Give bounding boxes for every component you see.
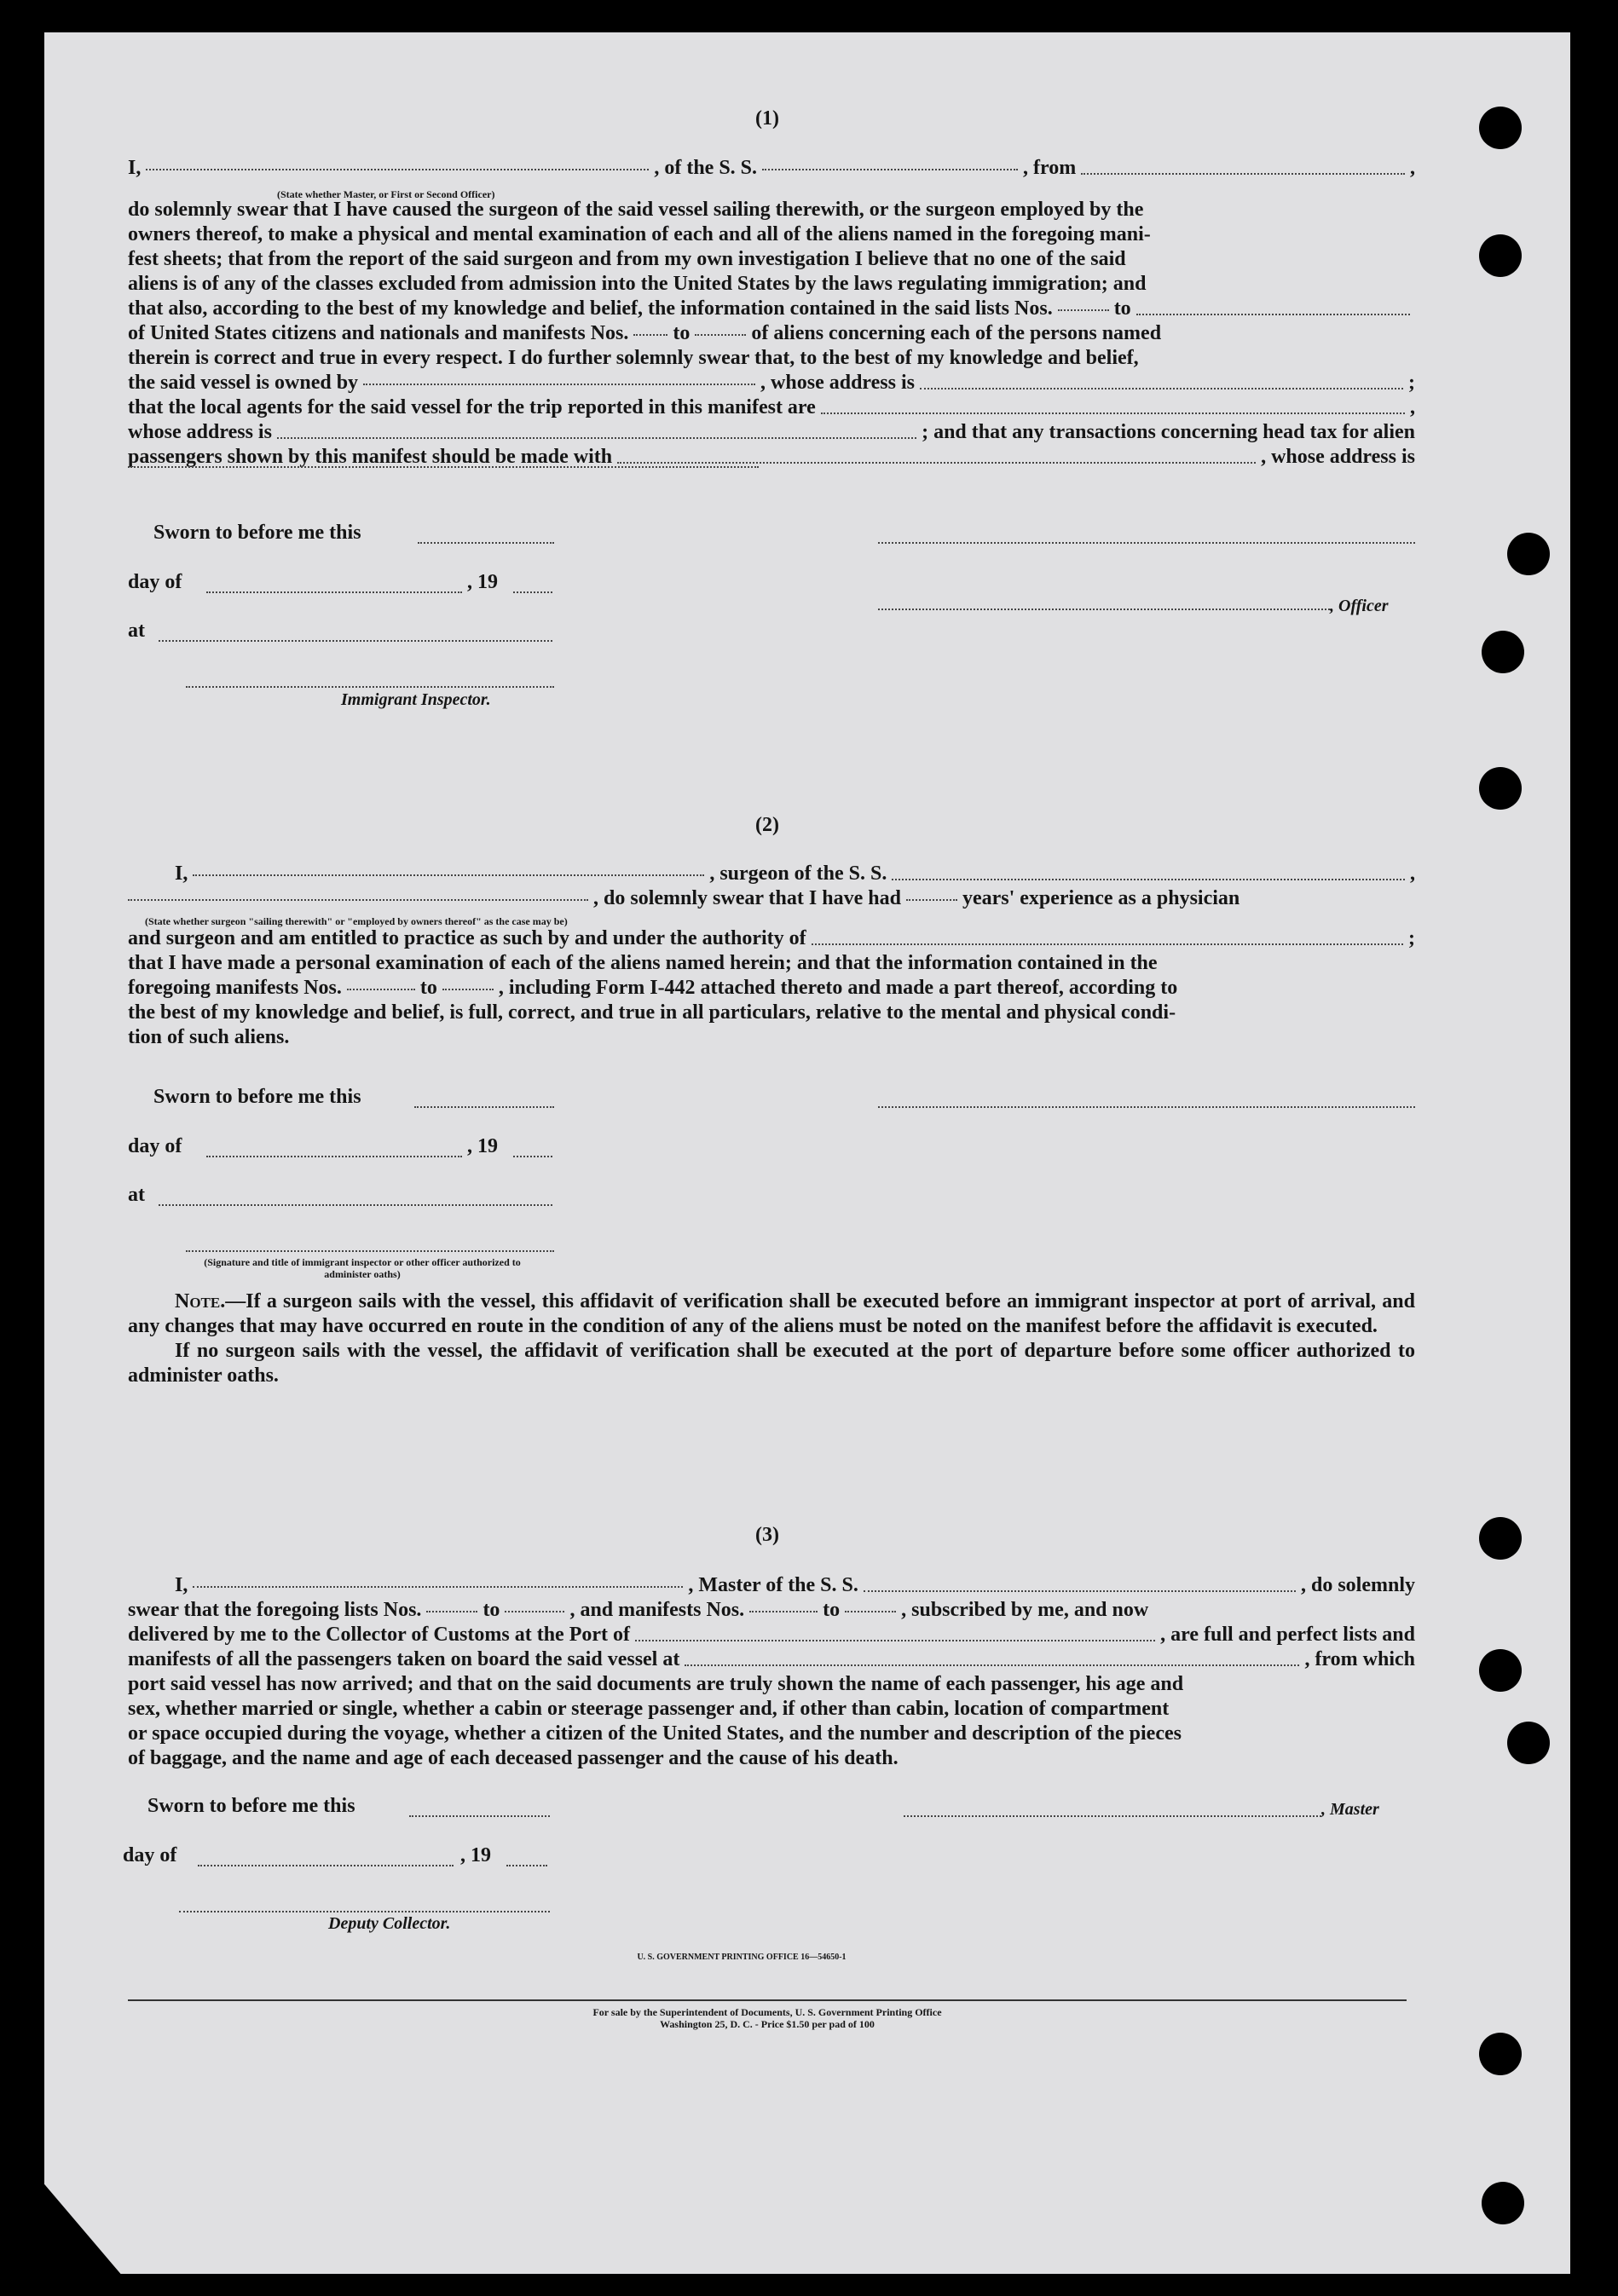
- punch-hole: [1479, 234, 1522, 277]
- punch-hole: [1482, 2182, 1524, 2224]
- s3-master-signature-field[interactable]: [904, 1815, 1321, 1817]
- lists-from-field[interactable]: [1058, 309, 1109, 311]
- section-3-line-3: delivered by me to the Collector of Customs at the Port of , are full and perfect lists and: [128, 1624, 1415, 1646]
- sale-line-1: For sale by the Superintendent of Documents, U. S. Government Printing Office: [592, 2006, 942, 2018]
- s1-sworn-label: Sworn to before me this: [153, 522, 361, 544]
- section-3-text-line: of baggage, and the name and age of each deceased passenger and the cause of his death.: [128, 1747, 899, 1769]
- section-3-text-line: sex, whether married or single, whether a cabin or steerage passenger and, if other than cabin, location of compartment: [128, 1698, 1170, 1720]
- s3-deputy-signature-field[interactable]: [179, 1911, 550, 1912]
- section-2-text-line: that I have made a personal examination of each of the aliens named herein; and that the information contained in the: [128, 952, 1158, 974]
- vessel-name-field[interactable]: [762, 169, 1018, 170]
- s1-day-label: day of: [128, 571, 182, 593]
- s1-sworn-date-field[interactable]: [418, 542, 554, 544]
- section-3-body: [128, 1573, 1415, 1771]
- s1-officer-title-field[interactable]: [878, 609, 1330, 610]
- manifests-to-field[interactable]: [695, 334, 746, 336]
- note-label: Note.: [175, 1290, 226, 1312]
- lists-to-field[interactable]: [1136, 314, 1410, 315]
- s1-year-field[interactable]: [513, 591, 552, 593]
- s2-inspector-signature-field[interactable]: [186, 1250, 554, 1252]
- head-tax-party-field[interactable]: [617, 462, 1256, 464]
- s3-year-field[interactable]: [506, 1865, 547, 1866]
- section-1-agents-line: that the local agents for the said vessel for the trip reported in this manifest are ,: [128, 396, 1415, 418]
- section-1-number: (1): [755, 107, 779, 130]
- s3-master-label: , Master: [1321, 1800, 1379, 1819]
- punch-hole: [1479, 107, 1522, 149]
- section-3-number: (3): [755, 1524, 779, 1546]
- s2-day-field[interactable]: [206, 1156, 462, 1157]
- s2-manifests-from-field[interactable]: [347, 989, 415, 990]
- section-1-lists-line: that also, according to the best of my knowledge and belief, the information contained in the said lists Nos. to: [128, 297, 1415, 321]
- s2-at-field[interactable]: [159, 1204, 552, 1206]
- section-2-line-2: , do solemnly swear that I have had years' experience as a physician: [128, 886, 1415, 911]
- surgeon-caption: (State whether surgeon "sailing therewith" or "employed by owners thereof" as the case may be): [145, 915, 568, 927]
- section-1-body: [128, 156, 1415, 494]
- punch-hole: [1482, 631, 1524, 673]
- section-1-address-line: whose address is ; and that any transactions concerning head tax for alien: [128, 421, 1415, 443]
- s3-vessel-field[interactable]: [864, 1590, 1296, 1592]
- footer-rule: [128, 1999, 1407, 2001]
- manifests-from-field[interactable]: [633, 334, 667, 336]
- local-agents-field[interactable]: [821, 412, 1405, 414]
- punch-hole: [1507, 1722, 1550, 1764]
- section-1-owned-line: the said vessel is owned by , whose address is ;: [128, 372, 1415, 394]
- years-experience-field[interactable]: [906, 899, 957, 901]
- section-2-text-line: tion of such aliens.: [128, 1026, 290, 1048]
- section-3-line-2: swear that the foregoing lists Nos. to , and manifests Nos. to , subscribed by me, and now: [128, 1599, 1149, 1621]
- s3-lists-from-field[interactable]: [426, 1611, 477, 1612]
- s2-sworn-label: Sworn to before me this: [153, 1086, 361, 1108]
- punch-hole: [1479, 2033, 1522, 2075]
- s2-year-label: , 19: [467, 1135, 498, 1157]
- s1-officer-signature-field[interactable]: [878, 542, 1415, 544]
- s2-at-label: at: [128, 1184, 145, 1206]
- head-tax-address-field[interactable]: [128, 466, 759, 468]
- punch-hole: [1507, 533, 1550, 575]
- sale-line-2: Washington 25, D. C. - Price $1.50 per pad of 100: [660, 2018, 875, 2030]
- gpo-imprint: U. S. GOVERNMENT PRINTING OFFICE 16—54650-1: [637, 1953, 847, 1962]
- section-2-body: [128, 862, 1415, 1050]
- s2-manifests-to-field[interactable]: [442, 989, 494, 990]
- note-paragraph: Note.—If a surgeon sails with the vessel, this affidavit of verification shall be executed before an immigrant inspector at port of arrival, and any changes that may have occurred en route in the condition of any of the aliens must be noted on the manifest before the affidavit is executed.: [128, 1290, 1415, 1337]
- section-1-text-line: fest sheets; that from the report of the said surgeon and from my own investigation I believe that no one of the said: [128, 248, 1126, 270]
- s1-at-label: at: [128, 620, 145, 642]
- note-block: [128, 1289, 1415, 1388]
- owner-field[interactable]: [363, 384, 755, 385]
- section-2-text-line: the best of my knowledge and belief, is full, correct, and true in all particulars, relative to the mental and physical condi-: [128, 1001, 1176, 1024]
- s3-day-label: day of: [123, 1844, 177, 1866]
- section-2-auth-line: and surgeon and am entitled to practice as such by and under the authority of ;: [128, 927, 1415, 949]
- s2-surgeon-signature-field[interactable]: [878, 1106, 1415, 1108]
- s2-year-field[interactable]: [513, 1156, 552, 1157]
- section-1-text-line: aliens is of any of the classes excluded from admission into the United States by the laws regulating immigration; and: [128, 273, 1147, 295]
- s3-lists-to-field[interactable]: [505, 1611, 564, 1612]
- s1-day-field[interactable]: [206, 591, 462, 593]
- port-from-field[interactable]: [1081, 173, 1405, 175]
- master-name-field[interactable]: [193, 1586, 683, 1588]
- s3-day-field[interactable]: [198, 1865, 454, 1866]
- s3-sworn-date-field[interactable]: [409, 1815, 550, 1817]
- section-2-number: (2): [755, 814, 779, 836]
- s2-sworn-date-field[interactable]: [414, 1106, 554, 1108]
- section-1-passengers-line: passengers shown by this manifest should be made with , whose address is: [128, 446, 1415, 468]
- officer-rank-field[interactable]: [146, 169, 649, 170]
- s1-officer-label: , Officer: [1330, 597, 1389, 615]
- section-2-manifests-line: foregoing manifests Nos. to , including Form I-442 attached thereto and made a part thereof, according to: [128, 977, 1178, 999]
- s2-day-label: day of: [128, 1135, 182, 1157]
- punch-hole: [1479, 1517, 1522, 1560]
- surgeon-name-field[interactable]: [193, 874, 704, 876]
- section-1-text-line: therein is correct and true in every respect. I do further solemnly swear that, to the best of my knowledge and belief,: [128, 347, 1139, 369]
- port-of-arrival-field[interactable]: [635, 1640, 1155, 1641]
- officer-caption: (State whether Master, or First or Second Officer): [277, 188, 495, 200]
- agents-address-field[interactable]: [277, 437, 916, 439]
- section-1-text-line: owners thereof, to make a physical and mental examination of each and all of the aliens named in the foregoing mani-: [128, 223, 1151, 245]
- section-1-manifests-line: of United States citizens and nationals and manifests Nos. to of aliens concerning each of the persons named: [128, 322, 1162, 344]
- note-paragraph-2: If no surgeon sails with the vessel, the affidavit of verification shall be executed at the port of departure before some officer authorized to administer oaths.: [128, 1340, 1415, 1387]
- section-3-line-1: I, , Master of the S. S. , do solemnly: [175, 1574, 1415, 1596]
- section-2-line-1: I, , surgeon of the S. S. ,: [175, 862, 1415, 885]
- s3-manifests-to-field[interactable]: [845, 1611, 896, 1612]
- section-3-text-line: port said vessel has now arrived; and that on the said documents are truly shown the name of each passenger, his age and: [128, 1673, 1184, 1695]
- port-of-embarkation-field[interactable]: [685, 1664, 1299, 1666]
- s1-inspector-signature-field[interactable]: [186, 686, 554, 688]
- section-1-line-1: I, , of the S. S. , from ,: [128, 157, 1415, 179]
- s3-deputy-label: Deputy Collector.: [328, 1914, 451, 1933]
- surgeon-status-field[interactable]: [128, 899, 588, 901]
- owner-address-field[interactable]: [920, 388, 1403, 389]
- s3-manifests-from-field[interactable]: [749, 1611, 818, 1612]
- s3-sworn-label: Sworn to before me this: [147, 1795, 355, 1817]
- s1-year-label: , 19: [467, 571, 498, 593]
- section-1-text-line: do solemnly swear that I have caused the surgeon of the said vessel sailing therewith, or the surgeon employed by the: [128, 199, 1144, 221]
- punch-hole: [1479, 1649, 1522, 1692]
- section-3-text-line: or space occupied during the voyage, whether a citizen of the United States, and the number and description of the pieces: [128, 1722, 1182, 1745]
- s2-vessel-field[interactable]: [892, 879, 1405, 880]
- s2-signature-caption: (Signature and title of immigrant inspector or other officer authorized to administer oaths): [204, 1256, 521, 1280]
- s1-inspector-label: Immigrant Inspector.: [341, 690, 491, 709]
- s3-year-label: , 19: [460, 1844, 491, 1866]
- s1-at-field[interactable]: [159, 640, 552, 642]
- punch-hole: [1479, 767, 1522, 810]
- authority-field[interactable]: [812, 943, 1403, 945]
- section-3-line-4: manifests of all the passengers taken on board the said vessel at , from which: [128, 1648, 1415, 1670]
